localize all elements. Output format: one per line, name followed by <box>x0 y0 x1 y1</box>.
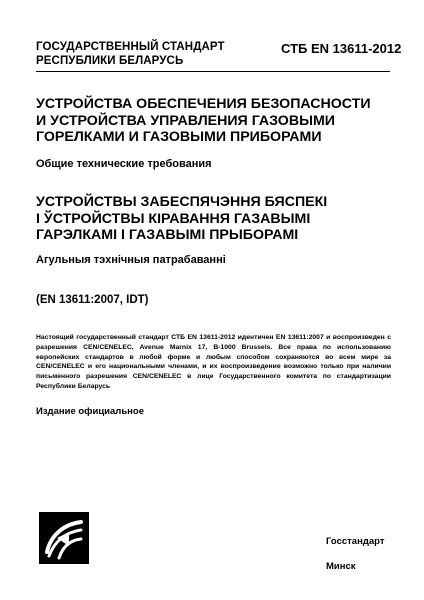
standard-type-line-2: РЕСПУБЛИКИ БЕЛАРУСЬ <box>36 55 184 67</box>
equivalence-reference: (EN 13611:2007, IDT) <box>36 294 149 306</box>
header-divider <box>36 71 390 72</box>
title-belarusian <box>36 194 396 244</box>
title-russian-line-3: ГОРЕЛКАМИ И ГАЗОВЫМИ ПРИБОРАМИ <box>36 129 322 145</box>
title-russian-line-2: И УСТРОЙСТВА УПРАВЛЕНИЯ ГАЗОВЫМИ <box>36 112 335 129</box>
stb-logo-icon <box>39 512 89 564</box>
title-belarusian-line-3: ГАРЭЛКАМІ І ГАЗАВЫМІ ПРЫБОРАМІ <box>36 227 299 243</box>
title-russian <box>36 96 396 146</box>
title-belarusian-line-2: І ЎСТРОЙСТВЫ КІРАВАННЯ ГАЗАВЫМІ <box>36 210 311 227</box>
standard-type-heading <box>36 40 225 68</box>
publisher-name: Госстандарт <box>326 536 385 547</box>
subtitle-russian: Общие технические требования <box>36 158 212 170</box>
title-russian-line-1: УСТРОЙСТВА ОБЕСПЕЧЕНИЯ БЕЗОПАСНОСТИ <box>36 96 371 112</box>
copyright-notice: Настоящий государственный стандарт СТБ EN 13611-2012 идентичен EN 13611:2007 и воспроизведен с разрешения CEN/CENELEC, Avenue Marnix 17, B-1000 Brussels. Все права по использованию европейских стандартов в любой форме и любым способом сохраняются во всем мире за CEN/CENELEC и его национальными членами, и их воспроизведение возможно только при наличии письменного разрешения CEN/CENELEC в лице Государственного комитета по стандартизации Республики Беларусь <box>36 334 391 390</box>
edition-label: Издание официальное <box>36 406 144 417</box>
subtitle-belarusian: Агульныя тэхнічныя патрабаванні <box>36 254 226 266</box>
title-belarusian-line-1: УСТРОЙСТВЫ ЗАБЕСПЯЧЭННЯ БЯСПЕКІ <box>36 194 328 210</box>
standard-designation: СТБ EN 13611-2012 <box>281 41 402 56</box>
publication-city: Минск <box>326 561 356 572</box>
standard-type-line-1: ГОСУДАРСТВЕННЫЙ СТАНДАРТ <box>36 41 225 53</box>
